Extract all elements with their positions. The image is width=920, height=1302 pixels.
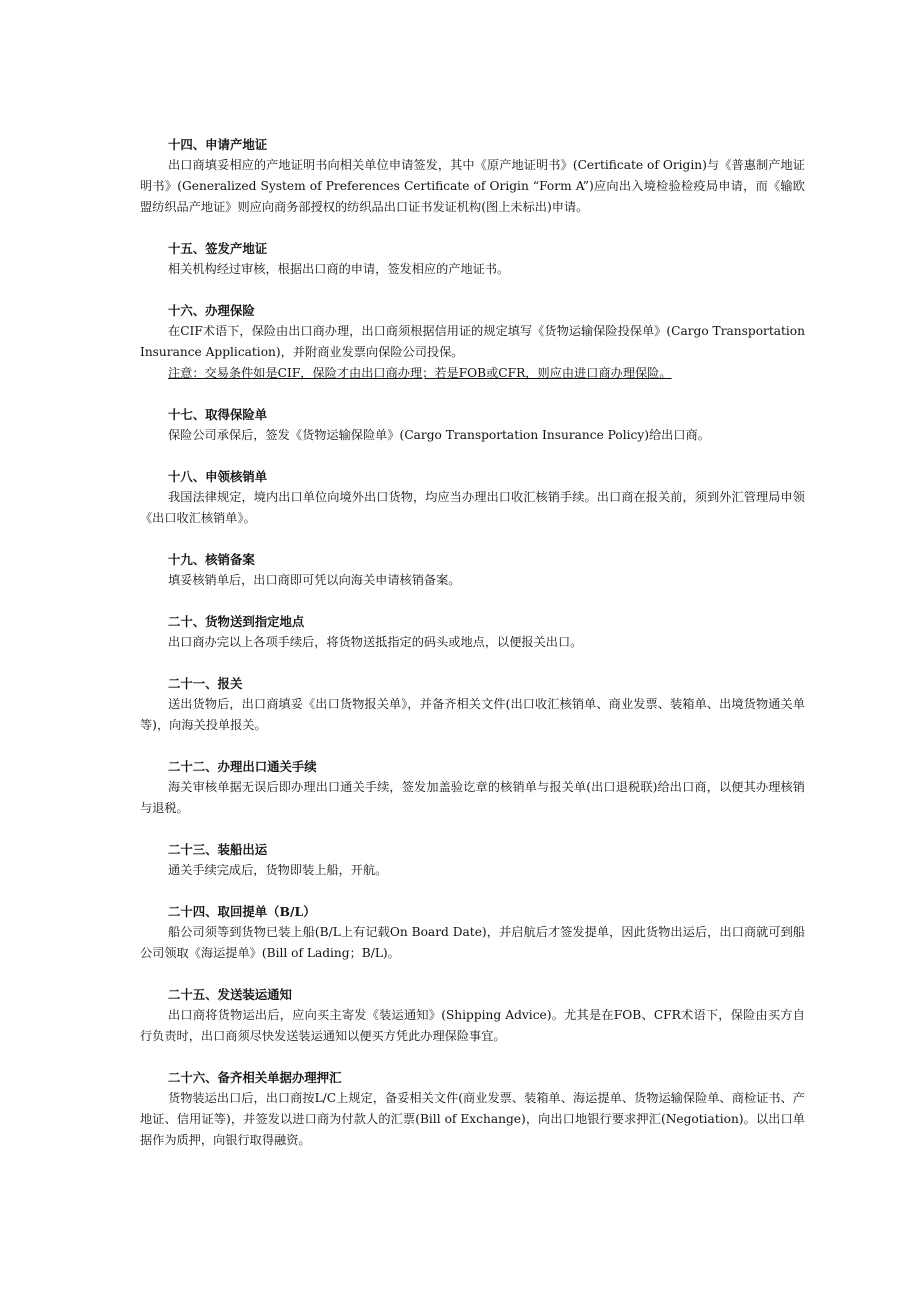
section-body: 出口商办完以上各项手续后，将货物送抵指定的码头或地点，以便报关出口。 bbox=[168, 635, 583, 649]
section-body: 船公司须等到货物已装上船(B/L上有记载On Board Date)，并启航后才签发提单，因此货物出运后，出口商就可到船公司领取《海运提单》(Bill of Lading；B/L)。 bbox=[140, 925, 805, 960]
section-heading: 二十、货物送到指定地点 bbox=[168, 614, 305, 629]
section-body: 填妥核销单后，出口商即可凭以向海关申请核销备案。 bbox=[168, 573, 461, 587]
section-heading: 二十四、取回提单（B/L） bbox=[168, 904, 316, 919]
section-23 bbox=[140, 839, 805, 881]
section-heading: 二十二、办理出口通关手续 bbox=[168, 759, 317, 774]
section-15 bbox=[140, 238, 805, 280]
section-heading: 十八、申领核销单 bbox=[168, 469, 268, 484]
section-heading: 二十一、报关 bbox=[168, 676, 243, 691]
document-page bbox=[140, 134, 805, 1171]
section-body: 海关审核单据无误后即办理出口通关手续，签发加盖验讫章的核销单与报关单(出口退税联)给出口商，以便其办理核销与退税。 bbox=[140, 780, 805, 815]
section-body: 在CIF术语下，保险由出口商办理，出口商须根据信用证的规定填写《货物运输保险投保单》(Cargo Transportation Insurance Application)，并附商业发票向保险公司投保。 bbox=[140, 324, 805, 359]
insurance-note: 注意：交易条件如是CIF，保险才由出口商办理；若是FOB或CFR，则应由进口商办理保险。 bbox=[168, 366, 672, 380]
section-body: 送出货物后，出口商填妥《出口货物报关单》，并备齐相关文件(出口收汇核销单、商业发票、装箱单、出境货物通关单等)，向海关投单报关。 bbox=[140, 697, 805, 732]
section-17 bbox=[140, 404, 805, 446]
section-body: 相关机构经过审核，根据出口商的申请，签发相应的产地证书。 bbox=[168, 262, 510, 276]
section-19 bbox=[140, 549, 805, 591]
section-body: 出口商将货物运出后，应向买主寄发《装运通知》(Shipping Advice)。尤其是在FOB、CFR术语下，保险由买方自行负责时，出口商须尽快发送装运通知以便买方凭此办理保险事宜。 bbox=[140, 1008, 805, 1043]
section-14 bbox=[140, 134, 805, 218]
section-heading: 十五、签发产地证 bbox=[168, 241, 268, 256]
section-26 bbox=[140, 1067, 805, 1151]
section-heading: 十七、取得保险单 bbox=[168, 407, 268, 422]
section-heading: 十九、核销备案 bbox=[168, 552, 255, 567]
section-22 bbox=[140, 756, 805, 819]
section-body: 出口商填妥相应的产地证明书向相关单位申请签发，其中《原产地证明书》(Certificate of Origin)与《普惠制产地证明书》(Generalized System of Preferences Certificate of Origin “Form A”)应向出入境检验检疫局申请，而《输欧盟纺织品产地证》则应向商务部授权的纺织品出口证书发证机构(图上未标出)申请。 bbox=[140, 158, 805, 214]
section-heading: 二十六、备齐相关单据办理押汇 bbox=[168, 1070, 342, 1085]
section-body: 保险公司承保后，签发《货物运输保险单》(Cargo Transportation Insurance Policy)给出口商。 bbox=[168, 428, 710, 442]
section-24 bbox=[140, 901, 805, 964]
section-heading: 十四、申请产地证 bbox=[168, 137, 268, 152]
section-20 bbox=[140, 611, 805, 653]
section-25 bbox=[140, 984, 805, 1047]
section-16 bbox=[140, 300, 805, 384]
section-body: 货物装运出口后，出口商按L/C上规定，备妥相关文件(商业发票、装箱单、海运提单、货物运输保险单、商检证书、产地证、信用证等)，并签发以进口商为付款人的汇票(Bill of Exchange)，向出口地银行要求押汇(Negotiation)。以出口单据作为质押，向银行取得融资。 bbox=[140, 1091, 805, 1147]
section-heading: 二十三、装船出运 bbox=[168, 842, 268, 857]
section-18 bbox=[140, 466, 805, 529]
section-body: 通关手续完成后，货物即装上船，开航。 bbox=[168, 863, 388, 877]
section-body: 我国法律规定，境内出口单位向境外出口货物，均应当办理出口收汇核销手续。出口商在报关前，须到外汇管理局申领《出口收汇核销单》。 bbox=[140, 490, 805, 525]
section-heading: 十六、办理保险 bbox=[168, 303, 255, 318]
section-21 bbox=[140, 673, 805, 736]
section-heading: 二十五、发送装运通知 bbox=[168, 987, 292, 1002]
